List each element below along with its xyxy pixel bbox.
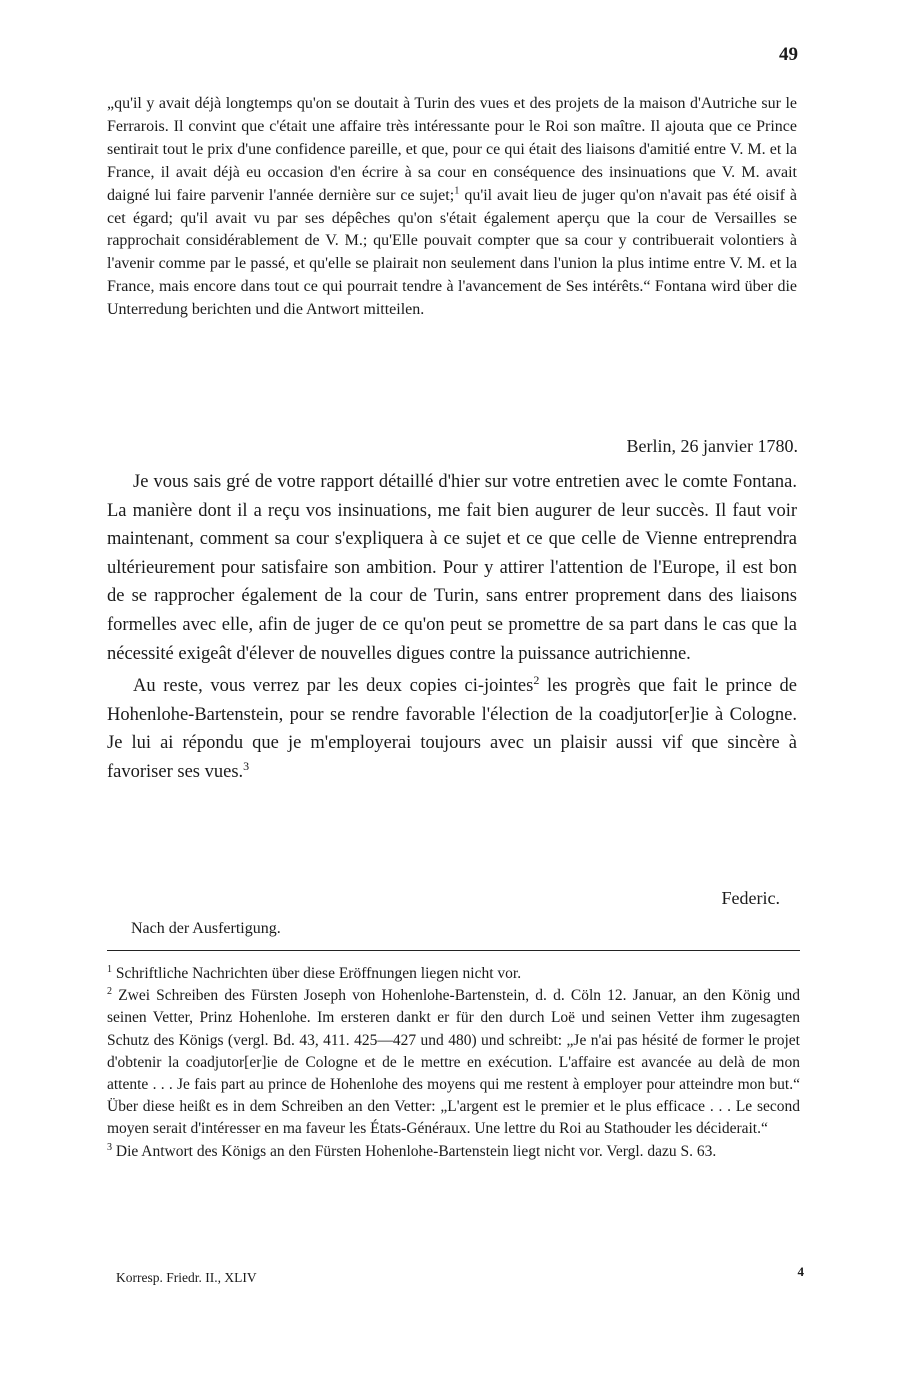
letter-text: Au reste, vous verrez par les deux copies ci-jointes: [133, 676, 534, 697]
footnote-text: Zwei Schreiben des Fürsten Joseph von Hohenlohe-Bartenstein, d. d. Cöln 12. Januar, an den König und seinen Vetter, Prinz Hohenlohe. Im ersteren dankt er für den durch Loë und seinen Vetter ihm zugesagten Schutz des Königs (vergl. Bd. 43, 411. 425—427 und 480) und schreibt: „Je n'ai pas hésité de former le projet d'obtenir la coadjutor[er]ie de Cologne et de le mettre en exécution. L'affaire est avancée au delà de mon attente . . . Je fais part au prince de Hohenlohe des moyens qui me restent à employer pour atteindre mon but.“ Über diese heißt es in dem Schreiben an den Vetter: „L'argent est le premier et le plus efficace . . . Le second moyen serait d'intéresser en ma faveur les États-Généraux. Une lettre du Roi au Stathouder les déciderait.“: [107, 987, 800, 1138]
footnote-2: [107, 985, 800, 1140]
footnote-number: 1: [107, 963, 113, 975]
footnote-ref: 1: [454, 185, 460, 197]
footnote-ref: 2: [533, 673, 540, 687]
footer-signature-mark: Korresp. Friedr. II., XLIV: [116, 1270, 257, 1285]
intro-text-part-1: „qu'il y avait déjà longtemps qu'on se doutait à Turin des vues et des projets de la maison d'Autriche sur le Ferrarois. Il convint que c'était une affaire très intéressante pour le Roi son maître. Il ajouta que ce Prince sentirait tout le prix d'une confidence pareille, et que, pour ce qui était des liaisons d'amitié entre V. M. et la France, il avait déjà eu occasion d'en écrire à sa cour en conséquence des insinuations que V. M. avait daigné lui faire parvenir l'année dernière sur ce sujet;: [107, 95, 797, 204]
footnote-3: [107, 1141, 800, 1163]
letter-paragraph: [107, 672, 797, 786]
intro-text-part-2: qu'il avait lieu de juger qu'on n'avait pas été oisif à cet égard; qu'il avait vu par ses dépêches qu'on s'était également aperçu que la cour de Versailles se rapprochait considérablement de V. M.; qu'Elle pouvait compter que sa cour y contribuerait volontiers à l'avenir comme par le passé, et qu'elle se plairait non seulement dans l'union la plus intime entre V. M. et la France, mais encore dans tout ce qui pourrait tendre à l'avancement de Ses intérêts.“ Fontana wird über die Unterredung berichten und die Antwort mitteilen.: [107, 186, 798, 319]
letter-text: les progrès que fait le prince de Hohenlohe-Bartenstein, pour se rendre favorable l'élection de la coadjutor[er]ie à Cologne. Je lui ai répondu que je m'employerai toujours avec un plaisir aussi vif que sincère à favoriser ses vues.: [107, 676, 797, 782]
footnote-text: Schriftliche Nachrichten über diese Eröffnungen liegen nicht vor.: [115, 965, 522, 982]
footnote-divider: [107, 950, 800, 951]
page-number: 49: [779, 44, 798, 65]
source-note: Nach der Ausfertigung.: [131, 920, 281, 937]
intro-paragraph: [107, 93, 797, 322]
letter-paragraph: Je vous sais gré de votre rapport détaillé d'hier sur votre entretien avec le comte Fontana. La manière dont il a reçu vos insinuations, me fait bien augurer de leur succès. Il faut voir maintenant, comment sa cour s'expliquera à ce sujet et ce que celle de Vienne entreprendra ultérieurement pour satisfaire son ambition. Pour y attirer l'attention de l'Europe, il est bon de se rapprocher également de la cour de Turin, sans entrer proprement dans des liaisons formelles avec elle, afin de juger de ce qu'on peut se promettre de sa part dans le cas que la nécessité exigeât d'élever de nouvelles digues contre la puissance autrichienne.: [107, 472, 797, 664]
footnote-number: 3: [107, 1141, 113, 1153]
footnote-number: 2: [107, 986, 113, 998]
dateline: Berlin, 26 janvier 1780.: [626, 436, 798, 456]
footnote-text: Die Antwort des Königs an den Fürsten Hohenlohe-Bartenstein liegt nicht vor. Vergl. dazu S. 63.: [115, 1142, 717, 1160]
footnotes: [107, 963, 800, 1163]
footer-sheet-number: 4: [797, 1264, 804, 1279]
letter-body: [107, 468, 797, 787]
footnote-ref: 3: [243, 758, 250, 773]
footnote-1: [107, 963, 800, 985]
signature: Federic.: [721, 888, 780, 908]
